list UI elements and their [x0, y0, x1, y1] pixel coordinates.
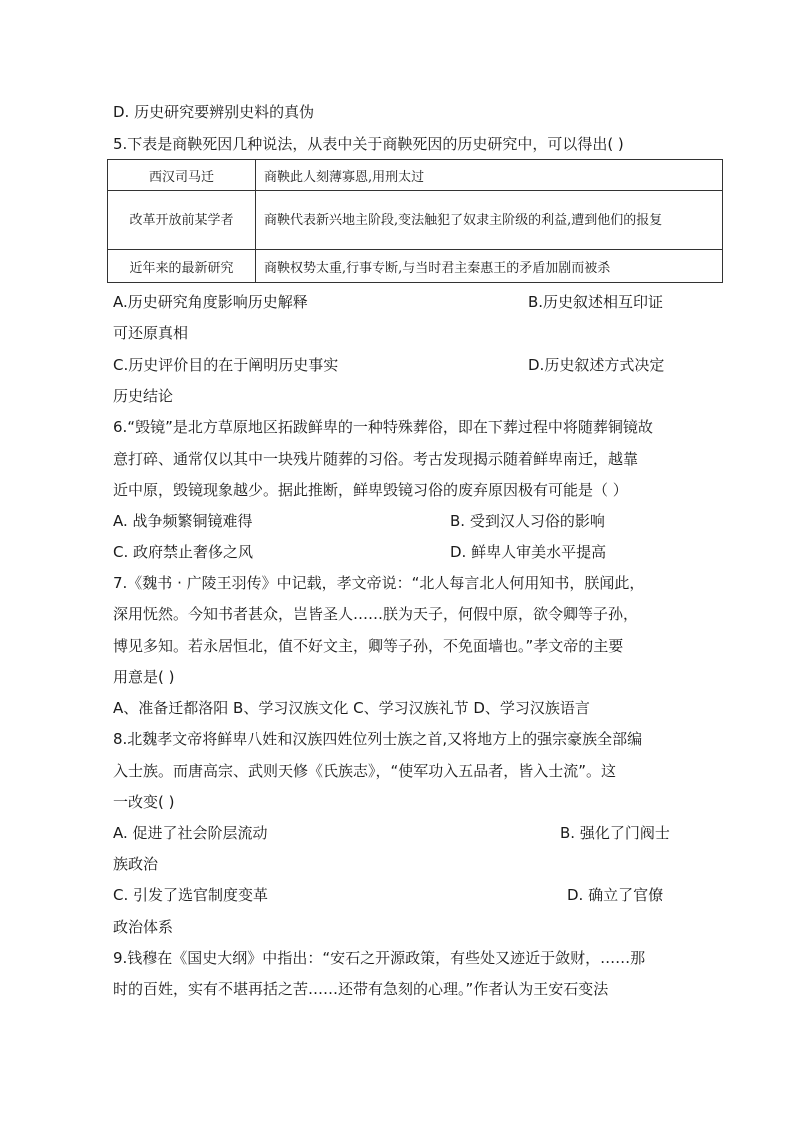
- question-6-line-3: 近中原，毁镜现象越少。据此推断，鲜卑毁镜习俗的废弃原因极有可能是（ ）: [113, 481, 628, 499]
- table-cell-view: 商鞅此人刻薄寡恩,用刑太过: [256, 160, 723, 191]
- question-8-option-d: D. 确立了官僚: [567, 886, 664, 904]
- question-8-option-d-continued: 政治体系: [113, 918, 174, 936]
- question-7-options: A、准备迁都洛阳 B、学习汉族文化 C、学习汉族礼节 D、学习汉族语言: [113, 699, 590, 717]
- question-8-option-c: C. 引发了选官制度变革: [113, 886, 269, 904]
- question-8-option-b-continued: 族政治: [113, 855, 159, 873]
- question-5-option-b: B.历史叙述相互印证: [528, 293, 664, 311]
- question-5-option-d-continued: 历史结论: [113, 387, 174, 405]
- question-8-option-b: B. 强化了门阀士: [560, 824, 670, 842]
- question-6-option-a: A. 战争频繁铜镜难得: [113, 512, 253, 530]
- table-row: [108, 191, 723, 250]
- question-5-option-c: C.历史评价目的在于阐明历史事实: [113, 356, 339, 374]
- table-cell-source: 近年来的最新研究: [108, 250, 256, 283]
- question-9-line-2: 时的百姓，实有不堪再括之苦……还带有急刻的心理。”作者认为王安石变法: [113, 980, 609, 998]
- question-8-line-2: 入士族。而唐高宗、武则天修《氏族志》，“使军功入五品者，皆入士流”。这: [113, 762, 617, 780]
- question-5-option-b-continued: 可还原真相: [113, 324, 189, 342]
- question-6-option-b: B. 受到汉人习俗的影响: [450, 512, 605, 530]
- shang-yang-death-table: [107, 159, 723, 283]
- question-5-option-a: A.历史研究角度影响历史解释: [113, 293, 308, 311]
- table-row: [108, 160, 723, 191]
- table-cell-view: 商鞅代表新兴地主阶段,变法触犯了奴隶主阶级的利益,遭到他们的报复: [256, 191, 723, 250]
- question-6-line-2: 意打碎、通常仅以其中一块残片随葬的习俗。考古发现揭示随着鲜卑南迁，越靠: [113, 450, 639, 468]
- question-7-line-3: 博见多知。若永居恒北，值不好文主，卿等子孙，不免面墙也。”孝文帝的主要: [113, 637, 624, 655]
- question-5-stem: 5.下表是商鞅死因几种说法，从表中关于商鞅死因的历史研究中，可以得出( ): [113, 135, 624, 153]
- question-6-option-c: C. 政府禁止奢侈之风: [113, 543, 254, 561]
- question-8-option-a: A. 促进了社会阶层流动: [113, 824, 268, 842]
- question-4-option-d: D. 历史研究要辨别史料的真伪: [113, 103, 315, 121]
- table-cell-source: 西汉司马迁: [108, 160, 256, 191]
- question-5-option-d: D.历史叙述方式决定: [528, 356, 665, 374]
- question-7-line-4: 用意是( ): [113, 668, 175, 686]
- question-8-line-3: 一改变( ): [113, 793, 175, 811]
- question-7-line-2: 深用怃然。今知书者甚众，岂皆圣人……朕为天子，何假中原，欲令卿等子孙，: [113, 605, 639, 623]
- question-7-line-1: 7.《魏书 · 广陵王羽传》中记载，孝文帝说：“北人每言北人何用知书，朕闻此，: [113, 574, 645, 592]
- table-row: [108, 250, 723, 283]
- question-8-line-1: 8.北魏孝文帝将鲜卑八姓和汉族四姓位列士族之首,又将地方上的强宗豪族全部编: [113, 730, 643, 748]
- table-cell-view: 商鞅权势太重,行事专断,与当时君主秦惠王的矛盾加剧而被杀: [256, 250, 723, 283]
- question-9-line-1: 9.钱穆在《国史大纲》中指出：“安石之开源政策，有些处又迹近于敛财，……那: [113, 949, 646, 967]
- question-6-line-1: 6.“毁镜”是北方草原地区拓跋鲜卑的一种特殊葬俗，即在下葬过程中将随葬铜镜故: [113, 418, 653, 436]
- question-6-option-d: D. 鲜卑人审美水平提高: [450, 543, 607, 561]
- table-cell-source: 改革开放前某学者: [108, 191, 256, 250]
